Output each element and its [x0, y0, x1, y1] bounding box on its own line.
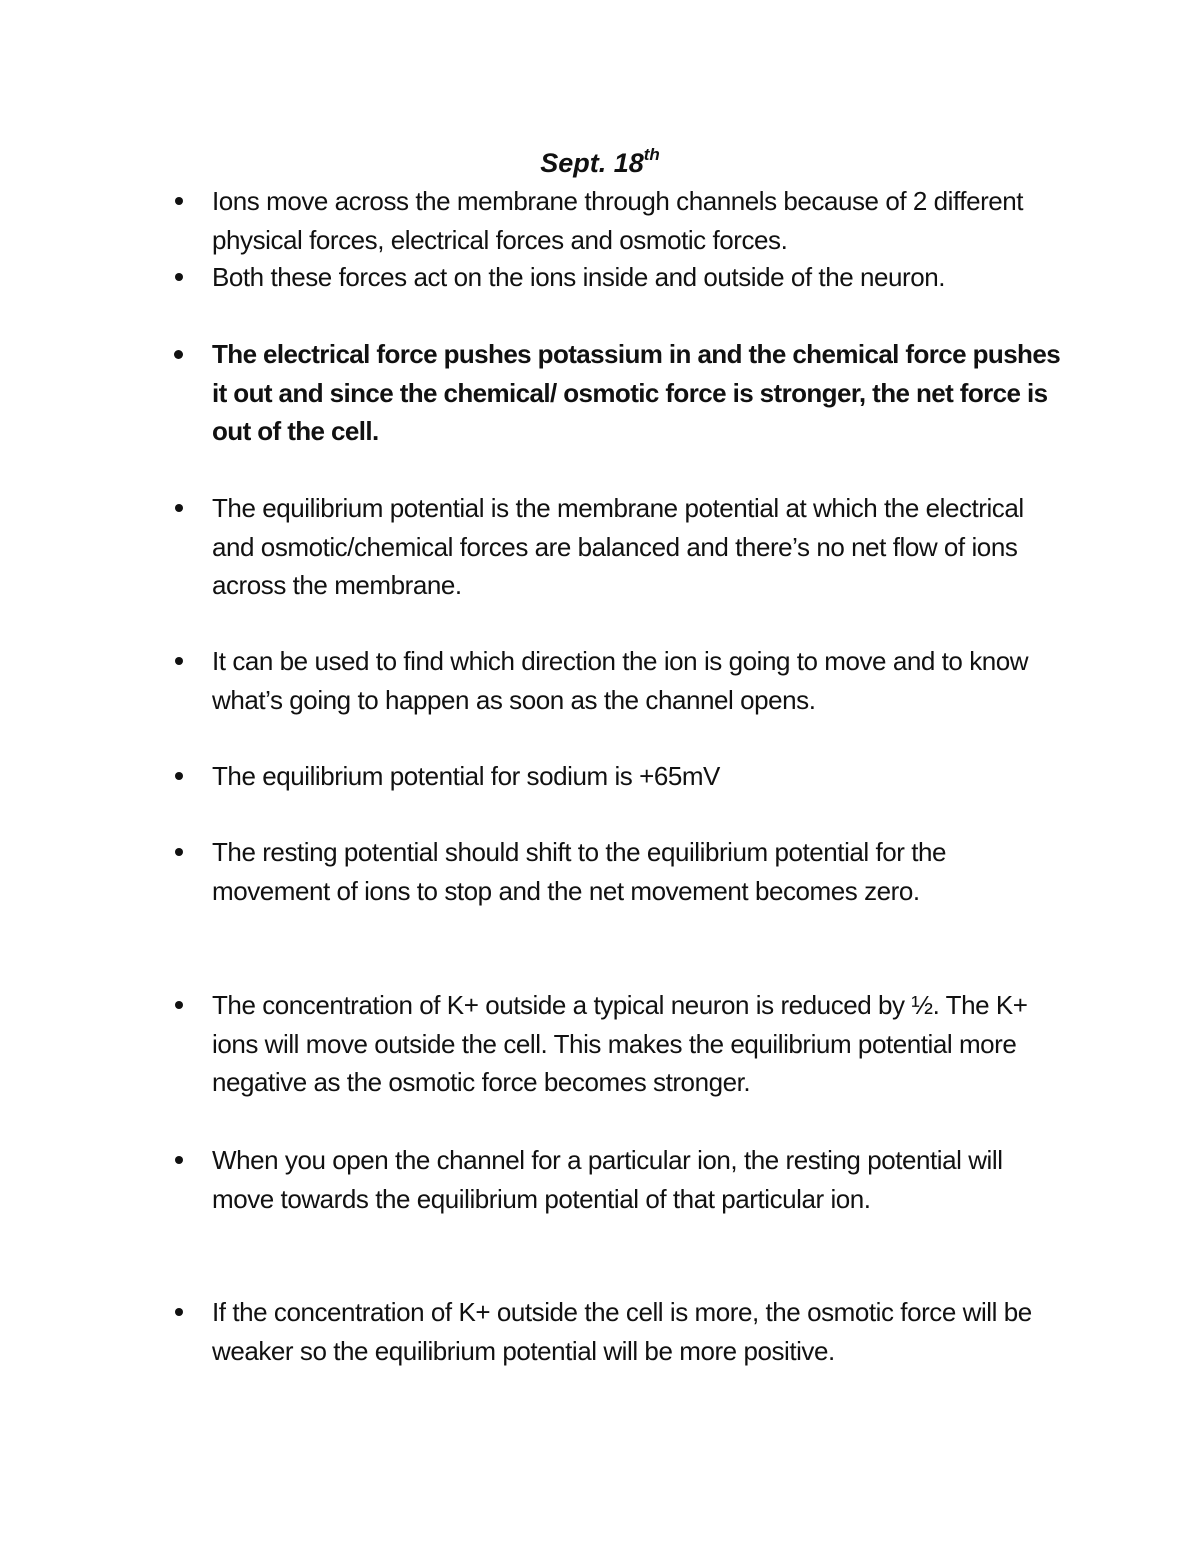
list-item-text: The equilibrium potential for sodium is +65mV — [212, 761, 720, 791]
page-title — [0, 143, 1200, 183]
bullet-icon — [175, 657, 183, 665]
list-item-text: The equilibrium potential is the membrane potential at which the electrical and osmotic/chemical forces are balanced and there’s no net flow of ions across the membrane. — [212, 493, 1024, 600]
list-item — [212, 757, 1062, 796]
list-item — [212, 489, 1062, 605]
bullet-icon — [175, 772, 183, 780]
list-item-emphasized — [212, 335, 1062, 451]
list-item-text: It can be used to find which direction the ion is going to move and to know what’s going to happen as soon as the channel opens. — [212, 646, 1029, 715]
bullet-icon — [175, 273, 183, 281]
bullet-icon — [175, 1308, 183, 1316]
list-item — [212, 182, 1062, 259]
bullet-icon — [175, 1001, 183, 1009]
title-text: Sept. 18 — [540, 148, 644, 178]
list-item — [212, 1293, 1062, 1370]
bullet-icon — [174, 350, 183, 359]
list-item-text: Both these forces act on the ions inside and outside of the neuron. — [212, 262, 946, 292]
list-item — [212, 1141, 1062, 1218]
list-item — [212, 986, 1062, 1102]
list-item — [212, 642, 1062, 719]
bullet-icon — [175, 504, 183, 512]
bullet-icon — [175, 848, 183, 856]
list-item — [212, 258, 1062, 297]
title-superscript: th — [643, 145, 660, 164]
list-item-text: The resting potential should shift to the equilibrium potential for the movement of ions to stop and the net movement becomes zero. — [212, 837, 947, 906]
bullet-icon — [175, 1156, 183, 1164]
list-item-text: The concentration of K+ outside a typical neuron is reduced by ½. The K+ ions will move outside the cell. This makes the equilibrium potential more negative as the osmotic force becomes stronger. — [212, 990, 1028, 1097]
list-item-text: If the concentration of K+ outside the cell is more, the osmotic force will be weaker so the equilibrium potential will be more positive. — [212, 1297, 1032, 1366]
bullet-icon — [175, 197, 183, 205]
list-item-text: Ions move across the membrane through channels because of 2 different physical forces, electrical forces and osmotic forces. — [212, 186, 1024, 255]
list-item-text: When you open the channel for a particular ion, the resting potential will move towards the equilibrium potential of that particular ion. — [212, 1145, 1003, 1214]
list-item — [212, 833, 1062, 910]
list-item-text: The electrical force pushes potassium in and the chemical force pushes it out and since the chemical/ osmotic force is stronger, the net force is out of the cell. — [212, 339, 1061, 446]
